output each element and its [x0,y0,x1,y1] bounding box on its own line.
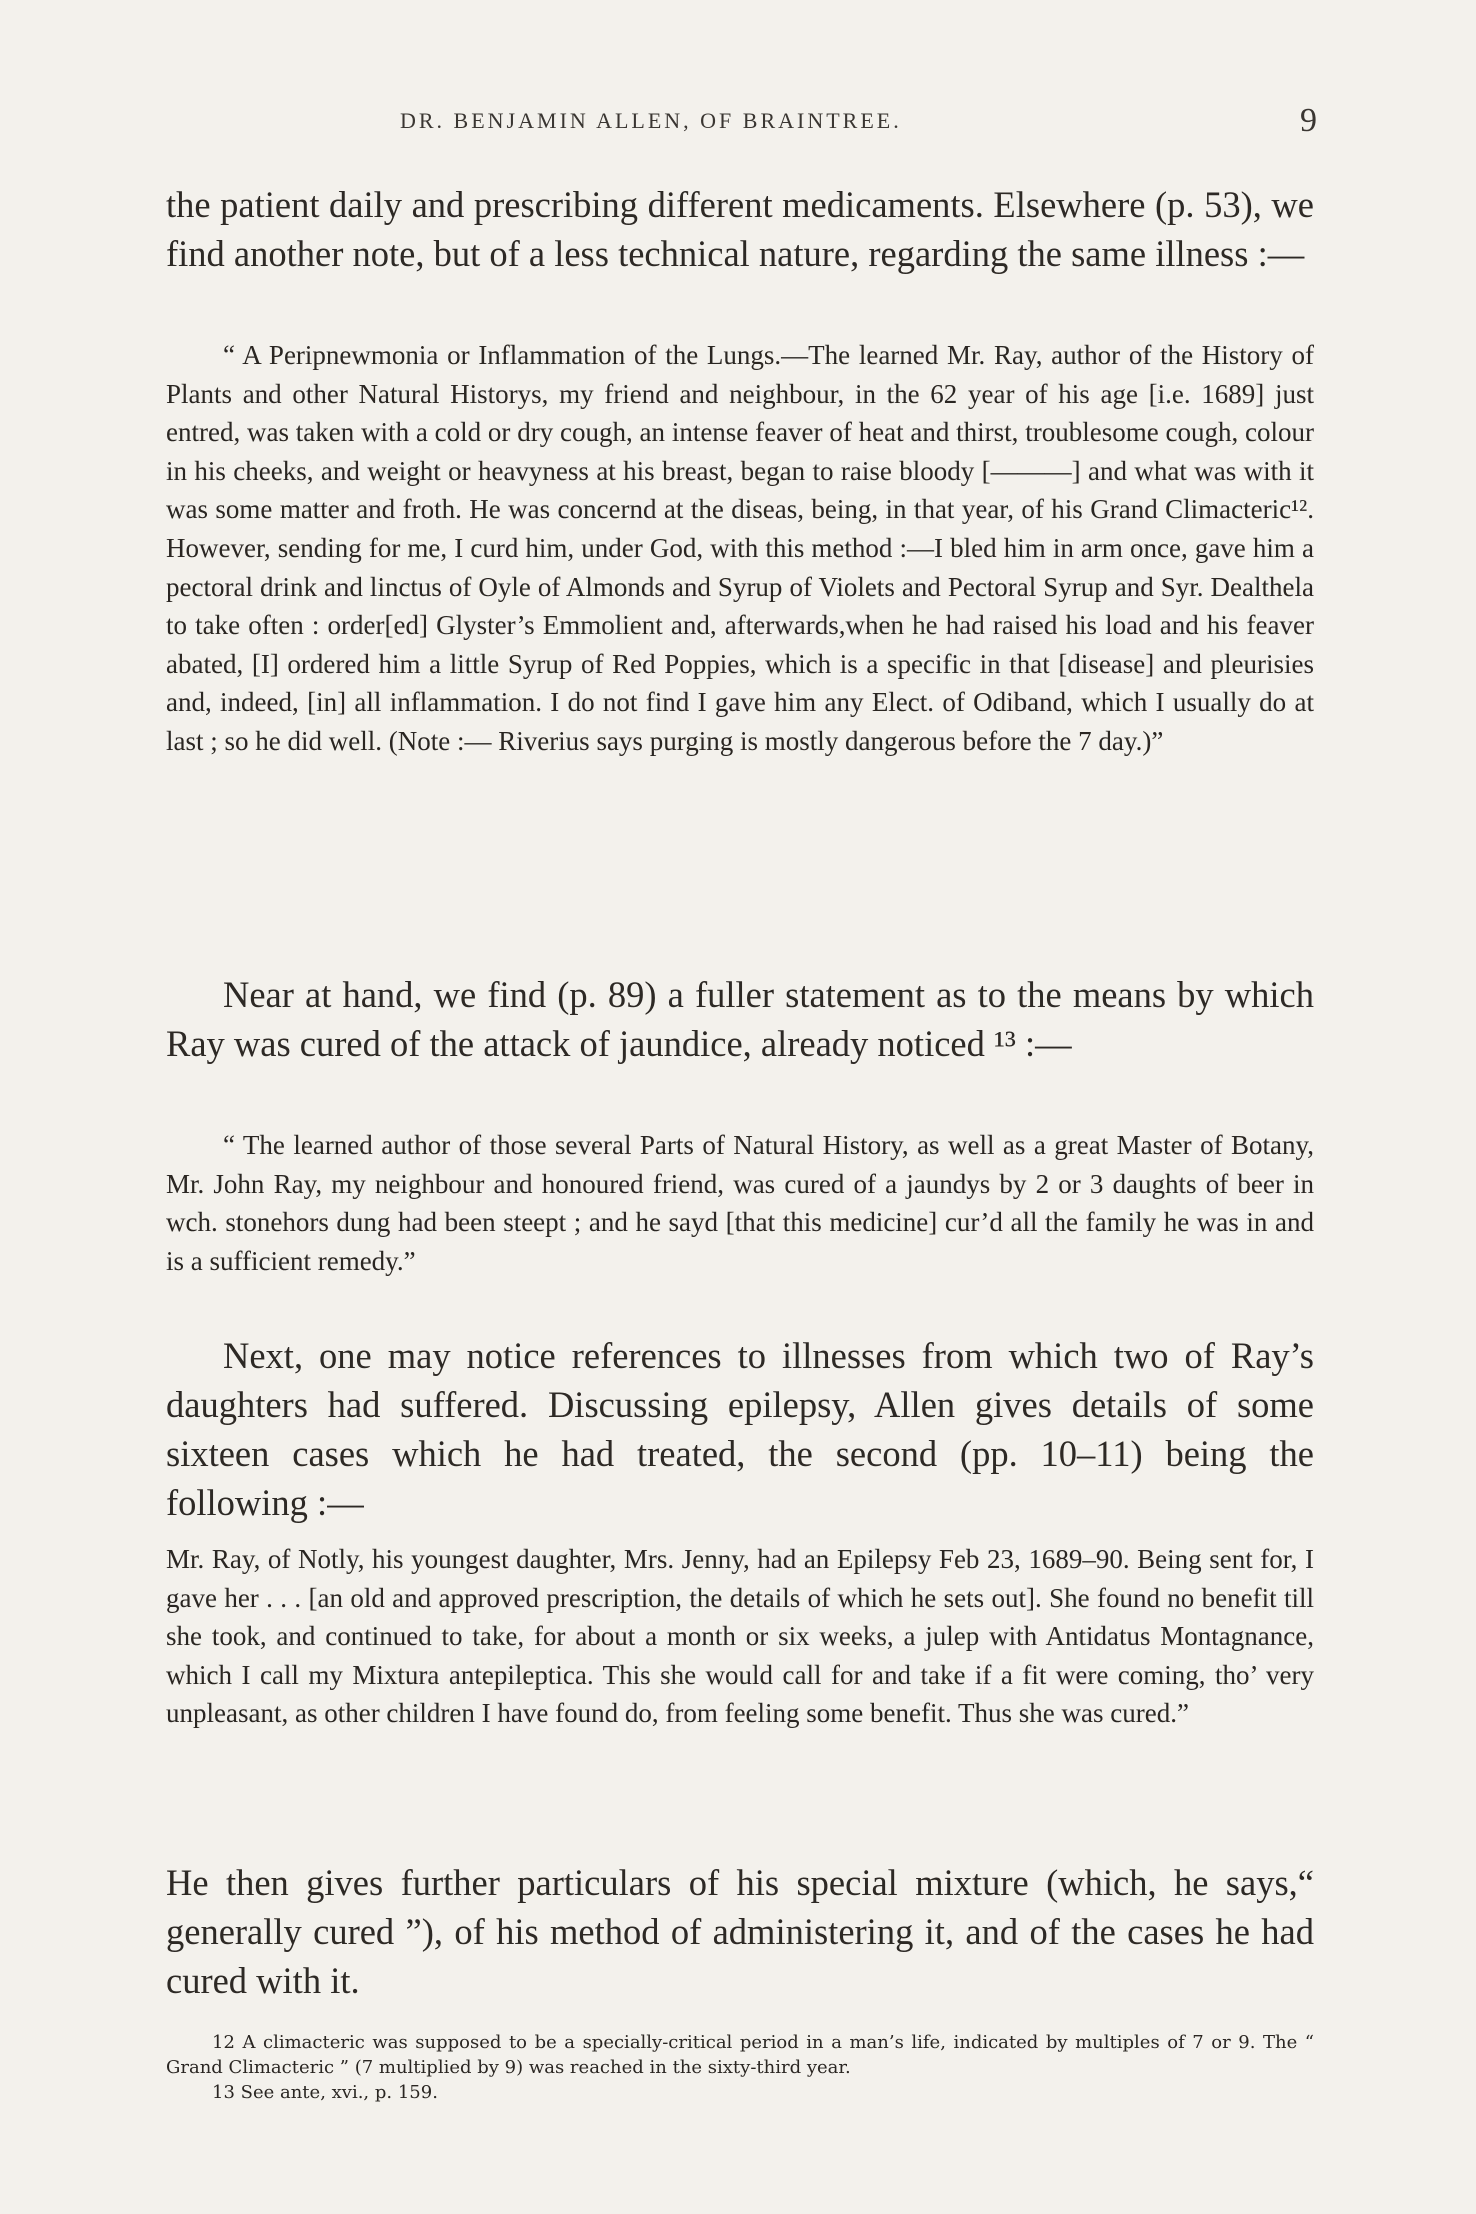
page-header [0,102,1476,148]
paragraph-text: Next, one may notice references to illnesses from which two of Ray’s daughters had suffered. Discussing epilepsy, Allen gives details of some sixteen cases which he had treated, the second (pp. 10–11) being the following :— [166,1335,1314,1523]
footnote-12: 12 A climacteric was supposed to be a specially-critical period in a man’s life, indicated by multiples of 7 or 9. The “ Grand Climacteric ” (7 multiplied by 9) was reached in the sixty-third year. [166,2032,1314,2078]
paragraph-text: Near at hand, we find (p. 89) a fuller statement as to the means by which Ray was cured of the attack of jaundice, already noticed ¹³ :— [166,974,1314,1064]
quote-text: Mr. Ray, of Notly, his youngest daughter, Mrs. Jenny, had an Epilepsy Feb 23, 1689–90. Being sent for, I gave her . . . [an old and approved prescription, the details of which he sets out]. She found no benefit till she took, and continued to take, for about a month or six weeks, a julep with Antidatus Montagnance, which I call my Mixtura antepileptica. This she would call for and take if a fit were coming, tho’ very unpleasant, as other children I have found do, from feeling some benefit. Thus she was cured.” [166,1544,1314,1729]
page-number: 9 [1300,102,1317,139]
quote-text: “ A Peripnewmonia or Inflammation of the Lungs.—The learned Mr. Ray, author of the History of Plants and other Natural Historys, my friend and neighbour, in the 62 year of his age [i.e. 1689] just entred, was taken with a cold or dry cough, an intense feaver of heat and thirst, troublesome cough, colour in his cheeks, and weight or heavyness at his breast, began to raise bloody [———] and what was with it was some matter and froth. He was concernd at the diseas, being, in that year, of his Grand Climacteric¹². However, sending for me, I curd him, under God, with this method :—I bled him in arm once, gave him a pectoral drink and linctus of Oyle of Almonds and Syrup of Violets and Pectoral Syrup and Syr. Dealthela to take often : order[ed] Glyster’s Emmolient and, afterwards,when he had raised his load and his feaver abated, [I] ordered him a little Syrup of Red Poppies, which is a specific in that [disease] and pleurisies and, indeed, [in] all inflammation. I do not find I gave him any Elect. of Odiband, which I usually do at last ; so he did well. (Note :— Riverius says purging is mostly dangerous before the 7 day.)” [166,340,1314,756]
paragraph-text: the patient daily and prescribing different medicaments. Elsewhere (p. 53), we find another note, but of a less technical nature, regarding the same illness :— [166,184,1314,274]
paragraph-text: He then gives further particulars of his special mixture (which, he says,“ generally cured ”), of his method of administering it, and of the cases he had cured with it. [166,1862,1314,2001]
footnotes [166,2030,1314,2105]
paragraph-continued [166,180,1314,278]
running-head: DR. BENJAMIN ALLEN, OF BRAINTREE. [400,108,902,133]
paragraph-jaundice [166,970,1314,1068]
quote-jaundice-cure [166,1126,1314,1280]
quote-peripnewmonia [166,336,1314,761]
paragraph-mixture [166,1858,1314,2005]
quote-epilepsy-case [166,1540,1314,1733]
paragraph-daughters [166,1331,1314,1527]
footnote-13: 13 See ante, xvi., p. 159. [212,2082,438,2103]
quote-text: “ The learned author of those several Parts of Natural History, as well as a great Master of Botany, Mr. John Ray, my neighbour and honoured friend, was cured of a jaundys by 2 or 3 daughts of beer in wch. stonehors dung had been steept ; and he sayd [that this medicine] cur’d all the family he was in and is a sufficient remedy.” [166,1130,1314,1276]
